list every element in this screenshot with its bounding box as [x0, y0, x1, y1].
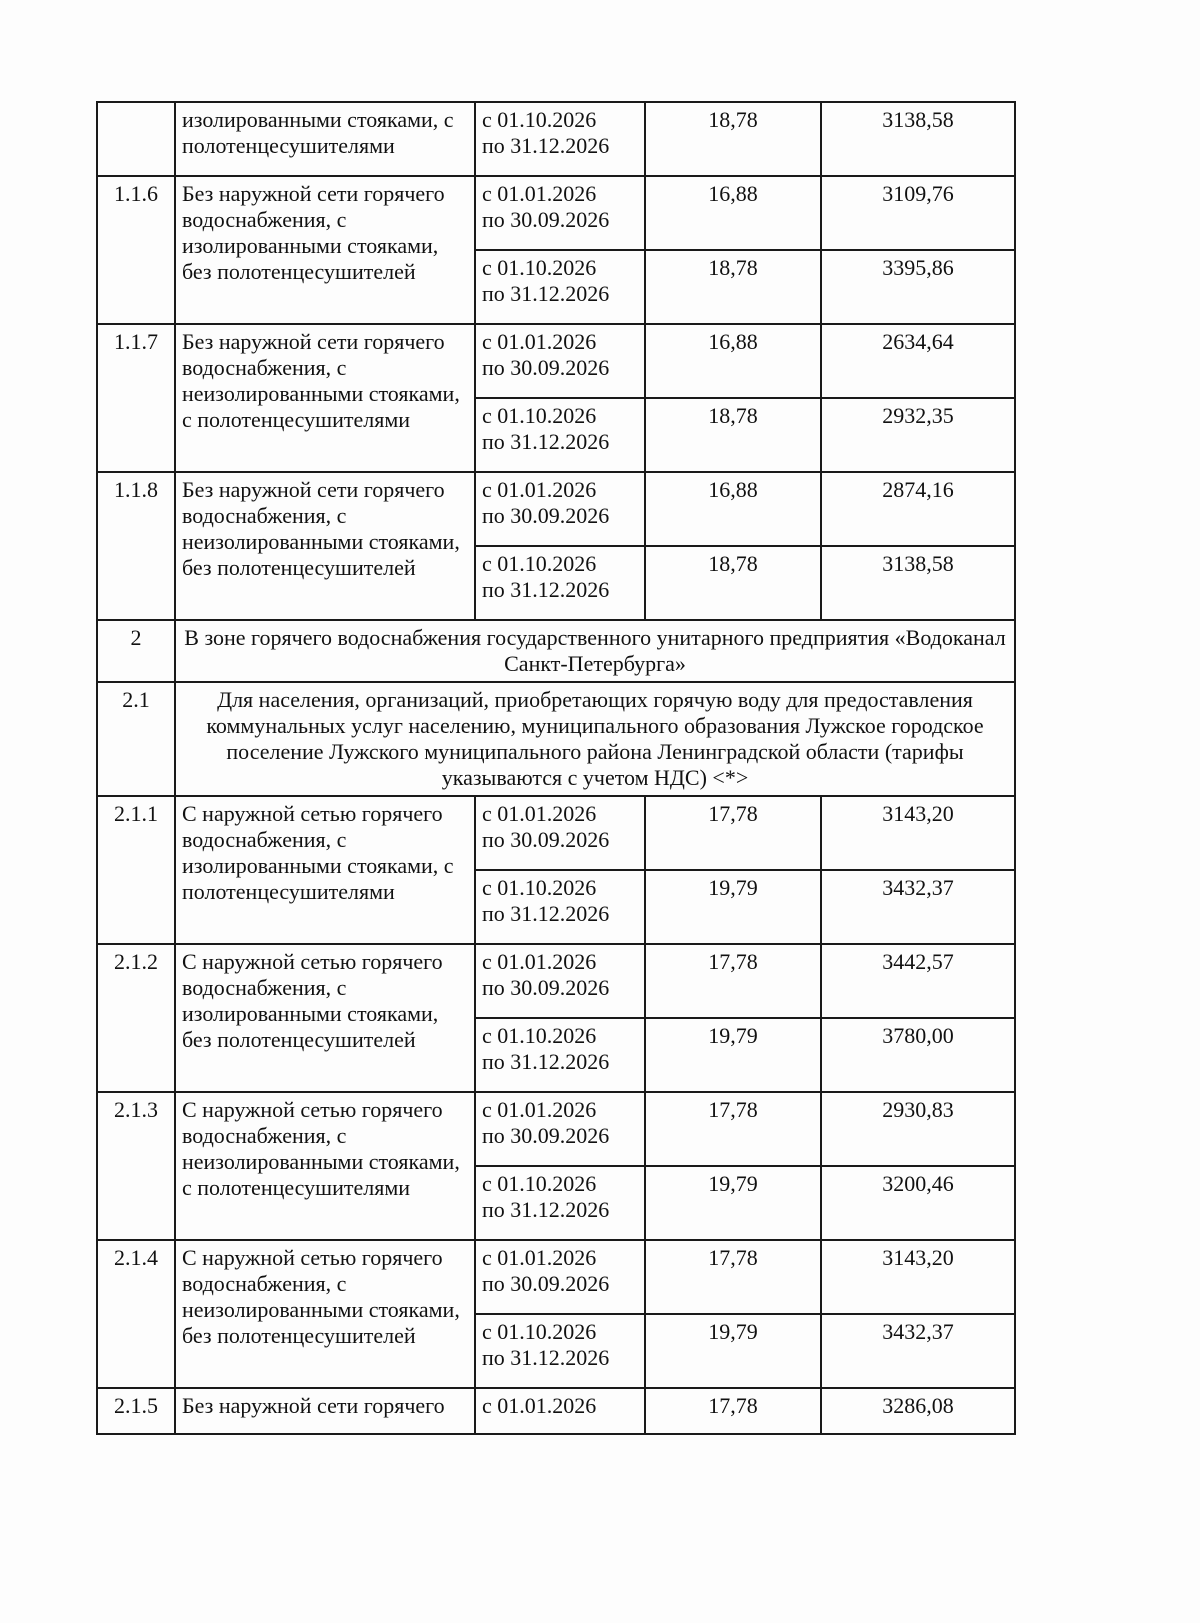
period-from: с 01.10.2026	[482, 1319, 597, 1344]
group-number-cell: 2.1	[97, 682, 175, 796]
sum-cell: 3138,58	[821, 546, 1015, 620]
rate-cell: 19,79	[645, 870, 821, 944]
period-from: с 01.01.2026	[482, 181, 597, 206]
rate-cell: 17,78	[645, 796, 821, 870]
rate-cell: 18,78	[645, 250, 821, 324]
period-cell	[475, 176, 645, 250]
period-to: по 30.09.2026	[482, 207, 610, 232]
period-to: по 30.09.2026	[482, 503, 610, 528]
period-cell	[475, 324, 645, 398]
sum-cell: 3109,76	[821, 176, 1015, 250]
period-from: с 01.01.2026	[482, 801, 597, 826]
table-row	[97, 102, 1015, 176]
rate-cell: 18,78	[645, 398, 821, 472]
rate-cell: 17,78	[645, 1240, 821, 1314]
row-description-cell: Без наружной сети горячего водоснабжения, с неизолированными стояками, без полотенцесушителей	[175, 472, 475, 620]
rate-cell: 19,79	[645, 1018, 821, 1092]
period-from: с 01.10.2026	[482, 551, 597, 576]
row-number-cell: 2.1.3	[97, 1092, 175, 1240]
rate-cell: 16,88	[645, 176, 821, 250]
period-from: с 01.01.2026	[482, 1097, 597, 1122]
period-to: по 30.09.2026	[482, 1271, 610, 1296]
period-cell	[475, 1240, 645, 1314]
row-description-cell: Без наружной сети горячего водоснабжения, с неизолированными стояками, с полотенцесушителями	[175, 324, 475, 472]
period-to: по 31.12.2026	[482, 901, 610, 926]
period-from: с 01.10.2026	[482, 255, 597, 280]
group-row	[97, 682, 1015, 796]
table-row	[97, 1092, 1015, 1166]
row-number-cell: 1.1.6	[97, 176, 175, 324]
period-cell	[475, 102, 645, 176]
sum-cell: 3432,37	[821, 1314, 1015, 1388]
period-cell	[475, 1314, 645, 1388]
period-to: по 31.12.2026	[482, 1049, 610, 1074]
sum-cell: 3286,08	[821, 1388, 1015, 1434]
period-from: с 01.01.2026	[482, 477, 597, 502]
table-row	[97, 176, 1015, 250]
rate-cell: 16,88	[645, 324, 821, 398]
zone-title-cell: В зоне горячего водоснабжения государственного унитарного предприятия «Водоканал Санкт-Петербурга»	[175, 620, 1015, 682]
sum-cell: 3395,86	[821, 250, 1015, 324]
period-cell	[475, 398, 645, 472]
sum-cell: 2874,16	[821, 472, 1015, 546]
row-number-cell: 2.1.4	[97, 1240, 175, 1388]
sum-cell: 2932,35	[821, 398, 1015, 472]
rate-cell: 18,78	[645, 546, 821, 620]
row-number-cell: 1.1.8	[97, 472, 175, 620]
period-to: по 30.09.2026	[482, 975, 610, 1000]
period-to: по 31.12.2026	[482, 577, 610, 602]
period-from: с 01.10.2026	[482, 403, 597, 428]
row-description-cell: Без наружной сети горячего водоснабжения, с изолированными стояками, без полотенцесушителей	[175, 176, 475, 324]
zone-row	[97, 620, 1015, 682]
period-to: по 30.09.2026	[482, 827, 610, 852]
rate-cell: 19,79	[645, 1166, 821, 1240]
rate-cell: 17,78	[645, 1092, 821, 1166]
period-from: с 01.01.2026	[482, 329, 597, 354]
period-from: с 01.01.2026	[482, 949, 597, 974]
row-number-cell	[97, 102, 175, 176]
table-row	[97, 1240, 1015, 1314]
period-cell	[475, 1166, 645, 1240]
period-cell	[475, 472, 645, 546]
row-description-cell: изолированными стояками, с полотенцесушителями	[175, 102, 475, 176]
sum-cell: 3432,37	[821, 870, 1015, 944]
period-to: по 30.09.2026	[482, 1123, 610, 1148]
table-row	[97, 796, 1015, 870]
row-number-cell: 2.1.2	[97, 944, 175, 1092]
sum-cell: 3143,20	[821, 796, 1015, 870]
tariff-table	[96, 101, 1016, 1435]
sum-cell: 2634,64	[821, 324, 1015, 398]
period-cell	[475, 870, 645, 944]
row-number-cell: 1.1.7	[97, 324, 175, 472]
table-row	[97, 944, 1015, 1018]
sum-cell: 3143,20	[821, 1240, 1015, 1314]
zone-number-cell: 2	[97, 620, 175, 682]
sum-cell: 3138,58	[821, 102, 1015, 176]
period-to: по 31.12.2026	[482, 281, 610, 306]
period-cell: с 01.01.2026	[475, 1388, 645, 1434]
period-cell	[475, 1092, 645, 1166]
period-cell	[475, 796, 645, 870]
row-description-cell: С наружной сетью горячего водоснабжения, с неизолированными стояками, без полотенцесушителей	[175, 1240, 475, 1388]
period-cell	[475, 546, 645, 620]
row-number-cell: 2.1.1	[97, 796, 175, 944]
row-description-cell: Без наружной сети горячего	[175, 1388, 475, 1434]
sum-cell: 3442,57	[821, 944, 1015, 1018]
period-to: по 31.12.2026	[482, 1345, 610, 1370]
period-from: с 01.10.2026	[482, 875, 597, 900]
row-description-cell: С наружной сетью горячего водоснабжения, с изолированными стояками, с полотенцесушителями	[175, 796, 475, 944]
rate-cell: 17,78	[645, 1388, 821, 1434]
period-to: по 31.12.2026	[482, 429, 610, 454]
period-to: по 31.12.2026	[482, 1197, 610, 1222]
table-row	[97, 1388, 1015, 1434]
period-cell	[475, 944, 645, 1018]
sum-cell: 2930,83	[821, 1092, 1015, 1166]
rate-cell: 16,88	[645, 472, 821, 546]
table-row	[97, 472, 1015, 546]
sum-cell: 3200,46	[821, 1166, 1015, 1240]
rate-cell: 17,78	[645, 944, 821, 1018]
period-to: по 31.12.2026	[482, 133, 610, 158]
rate-cell: 18,78	[645, 102, 821, 176]
period-cell	[475, 250, 645, 324]
table-row	[97, 324, 1015, 398]
period-to: по 30.09.2026	[482, 355, 610, 380]
row-number-cell: 2.1.5	[97, 1388, 175, 1434]
group-title-cell: Для населения, организаций, приобретающих горячую воду для предоставления коммунальных услуг населению, муниципального образования Лужское городское поселение Лужского муниципального района Ленинградской области (тарифы указываются с учетом НДС) <*>	[175, 682, 1015, 796]
period-from: с 01.10.2026	[482, 107, 597, 132]
period-cell	[475, 1018, 645, 1092]
sum-cell: 3780,00	[821, 1018, 1015, 1092]
row-description-cell: С наружной сетью горячего водоснабжения, с изолированными стояками, без полотенцесушителей	[175, 944, 475, 1092]
row-description-cell: С наружной сетью горячего водоснабжения, с неизолированными стояками, с полотенцесушителями	[175, 1092, 475, 1240]
period-from: с 01.01.2026	[482, 1245, 597, 1270]
period-from: с 01.10.2026	[482, 1023, 597, 1048]
rate-cell: 19,79	[645, 1314, 821, 1388]
period-from: с 01.10.2026	[482, 1171, 597, 1196]
